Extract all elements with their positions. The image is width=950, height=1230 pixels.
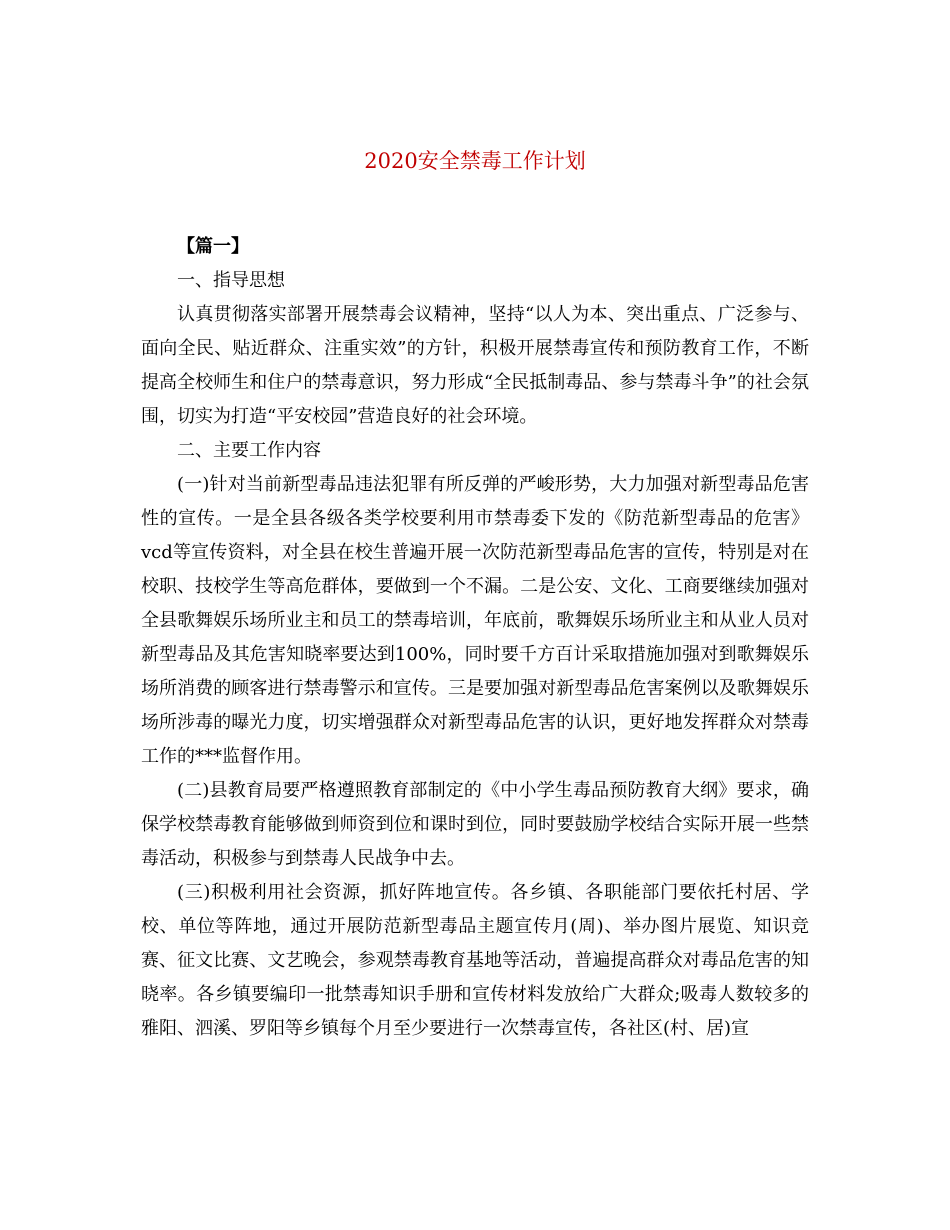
- document-title: 2020安全禁毒工作计划: [364, 149, 586, 173]
- section-marker: 【篇一】: [177, 236, 249, 257]
- paragraph-guiding-ideology: 认真贯彻落实部署开展禁毒会议精神，坚持“以人为本、突出重点、广泛参与、面向全民、贴近群众、注重实效”的方针，积极开展禁毒宣传和预防教育工作，不断提高全校师生和住户的禁毒意识，努力形成“全民抵制毒品、参与禁毒斗争”的社会氛围，切实为打造“平安校园”营造良好的社会环境。: [141, 304, 809, 427]
- heading-main-work: 二、主要工作内容: [177, 440, 321, 461]
- paragraph-item-3: (三)积极利用社会资源，抓好阵地宣传。各乡镇、各职能部门要依托村居、学校、单位等阵地，通过开展防范新型毒品主题宣传月(周)、举办图片展览、知识竞赛、征文比赛、文艺晚会，参观禁毒教育基地等活动，普遍提高群众对毒品危害的知晓率。各乡镇要编印一批禁毒知识手册和宣传材料发放给广大群众;吸毒人数较多的雅阳、泗溪、罗阳等乡镇每个月至少要进行一次禁毒宣传，各社区(村、居)宣: [141, 882, 809, 1039]
- paragraph-item-1: (一)针对当前新型毒品违法犯罪有所反弹的严峻形势，大力加强对新型毒品危害性的宣传。一是全县各级各类学校要利用市禁毒委下发的《防范新型毒品的危害》vcd等宣传资料，对全县在校生普遍开展一次防范新型毒品危害的宣传，特别是对在校职、技校学生等高危群体，要做到一个不漏。二是公安、文化、工商要继续加强对全县歌舞娱乐场所业主和员工的禁毒培训，年底前，歌舞娱乐场所业主和从业人员对新型毒品及其危害知晓率要达到100%，同时要千方百计采取措施加强对到歌舞娱乐场所消费的顾客进行禁毒警示和宣传。三是要加强对新型毒品危害案例以及歌舞娱乐场所涉毒的曝光力度，切实增强群众对新型毒品危害的认识，更好地发挥群众对禁毒工作的***监督作用。: [141, 474, 809, 767]
- paragraph-item-2: (二)县教育局要严格遵照教育部制定的《中小学生毒品预防教育大纲》要求，确保学校禁毒教育能够做到师资到位和课时到位，同时要鼓励学校结合实际开展一些禁毒活动，积极参与到禁毒人民战争中去。: [141, 780, 809, 869]
- document-body: [141, 230, 809, 1046]
- heading-guiding-ideology: 一、指导思想: [177, 270, 285, 291]
